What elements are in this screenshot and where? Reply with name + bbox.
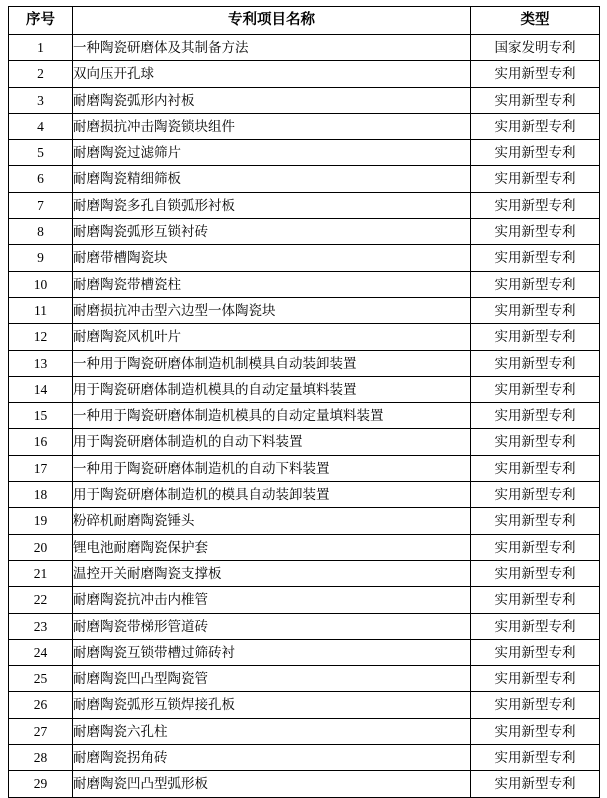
cell-project-name: 耐磨陶瓷多孔自锁弧形衬板: [73, 192, 471, 218]
cell-type: 实用新型专利: [471, 87, 600, 113]
cell-type: 实用新型专利: [471, 245, 600, 271]
cell-type: 实用新型专利: [471, 639, 600, 665]
table-row: [9, 166, 600, 192]
cell-index: 15: [9, 403, 73, 429]
cell-project-name: 耐磨陶瓷六孔柱: [73, 718, 471, 744]
cell-project-name: 一种陶瓷研磨体及其制备方法: [73, 35, 471, 61]
table-row: [9, 508, 600, 534]
cell-index: 24: [9, 639, 73, 665]
cell-index: 28: [9, 745, 73, 771]
table-row: [9, 482, 600, 508]
cell-type: 实用新型专利: [471, 350, 600, 376]
table-row: [9, 745, 600, 771]
cell-type: 实用新型专利: [471, 376, 600, 402]
table-row: [9, 429, 600, 455]
table-row: [9, 403, 600, 429]
cell-type: 实用新型专利: [471, 771, 600, 797]
cell-type: 实用新型专利: [471, 429, 600, 455]
cell-project-name: 耐磨损抗冲击型六边型一体陶瓷块: [73, 297, 471, 323]
table-row: [9, 61, 600, 87]
table-row: [9, 113, 600, 139]
cell-type: 实用新型专利: [471, 61, 600, 87]
cell-index: 26: [9, 692, 73, 718]
cell-project-name: 耐磨陶瓷过滤筛片: [73, 140, 471, 166]
cell-project-name: 耐磨陶瓷弧形互锁焊接孔板: [73, 692, 471, 718]
cell-index: 11: [9, 297, 73, 323]
cell-project-name: 耐磨陶瓷凹凸型陶瓷管: [73, 666, 471, 692]
cell-type: 实用新型专利: [471, 455, 600, 481]
cell-index: 23: [9, 613, 73, 639]
table-row: [9, 350, 600, 376]
table-row: [9, 219, 600, 245]
cell-type: 实用新型专利: [471, 666, 600, 692]
cell-type: 实用新型专利: [471, 113, 600, 139]
cell-type: 实用新型专利: [471, 745, 600, 771]
cell-index: 1: [9, 35, 73, 61]
table-row: [9, 560, 600, 586]
cell-index: 2: [9, 61, 73, 87]
table-header: [9, 7, 600, 35]
cell-index: 14: [9, 376, 73, 402]
cell-type: 实用新型专利: [471, 718, 600, 744]
cell-type: 实用新型专利: [471, 297, 600, 323]
cell-project-name: 耐磨带槽陶瓷块: [73, 245, 471, 271]
cell-project-name: 用于陶瓷研磨体制造机的模具自动装卸装置: [73, 482, 471, 508]
cell-project-name: 耐磨损抗冲击陶瓷锁块组件: [73, 113, 471, 139]
table-row: [9, 587, 600, 613]
cell-index: 6: [9, 166, 73, 192]
column-header-type: 类型: [471, 7, 600, 35]
column-header-index: 序号: [9, 7, 73, 35]
cell-index: 7: [9, 192, 73, 218]
cell-index: 18: [9, 482, 73, 508]
cell-type: 实用新型专利: [471, 587, 600, 613]
cell-index: 22: [9, 587, 73, 613]
cell-index: 20: [9, 534, 73, 560]
cell-type: 实用新型专利: [471, 192, 600, 218]
table-row: [9, 245, 600, 271]
cell-project-name: 耐磨陶瓷风机叶片: [73, 324, 471, 350]
table-row: [9, 534, 600, 560]
cell-type: 实用新型专利: [471, 560, 600, 586]
column-header-name: 专利项目名称: [73, 7, 471, 35]
table-row: [9, 639, 600, 665]
table-row: [9, 376, 600, 402]
cell-index: 27: [9, 718, 73, 744]
cell-project-name: 耐磨陶瓷弧形内衬板: [73, 87, 471, 113]
table-row: [9, 613, 600, 639]
cell-type: 实用新型专利: [471, 271, 600, 297]
cell-project-name: 粉碎机耐磨陶瓷锤头: [73, 508, 471, 534]
cell-project-name: 锂电池耐磨陶瓷保护套: [73, 534, 471, 560]
cell-index: 8: [9, 219, 73, 245]
table-row: [9, 140, 600, 166]
cell-type: 实用新型专利: [471, 324, 600, 350]
cell-index: 21: [9, 560, 73, 586]
cell-project-name: 耐磨陶瓷凹凸型弧形板: [73, 771, 471, 797]
table-body: [9, 35, 600, 798]
cell-project-name: 耐磨陶瓷带槽瓷柱: [73, 271, 471, 297]
cell-project-name: 耐磨陶瓷带梯形管道砖: [73, 613, 471, 639]
cell-type: 实用新型专利: [471, 166, 600, 192]
cell-index: 3: [9, 87, 73, 113]
cell-index: 5: [9, 140, 73, 166]
patent-list-table: [8, 6, 600, 798]
cell-project-name: 耐磨陶瓷拐角砖: [73, 745, 471, 771]
table-header-row: [9, 7, 600, 35]
cell-project-name: 耐磨陶瓷弧形互锁衬砖: [73, 219, 471, 245]
table-row: [9, 692, 600, 718]
table-row: [9, 666, 600, 692]
cell-project-name: 一种用于陶瓷研磨体制造机的自动下料装置: [73, 455, 471, 481]
cell-type: 实用新型专利: [471, 534, 600, 560]
table-row: [9, 718, 600, 744]
table-row: [9, 455, 600, 481]
cell-project-name: 耐磨陶瓷精细筛板: [73, 166, 471, 192]
cell-index: 10: [9, 271, 73, 297]
table-row: [9, 771, 600, 797]
cell-type: 实用新型专利: [471, 219, 600, 245]
cell-index: 19: [9, 508, 73, 534]
cell-project-name: 用于陶瓷研磨体制造机的自动下料装置: [73, 429, 471, 455]
table-row: [9, 271, 600, 297]
table-row: [9, 35, 600, 61]
table-row: [9, 297, 600, 323]
cell-type: 实用新型专利: [471, 403, 600, 429]
cell-project-name: 用于陶瓷研磨体制造机模具的自动定量填料装置: [73, 376, 471, 402]
cell-index: 17: [9, 455, 73, 481]
cell-index: 25: [9, 666, 73, 692]
cell-project-name: 耐磨陶瓷互锁带槽过筛砖衬: [73, 639, 471, 665]
cell-index: 16: [9, 429, 73, 455]
table-row: [9, 192, 600, 218]
table-row: [9, 87, 600, 113]
cell-type: 实用新型专利: [471, 140, 600, 166]
cell-project-name: 双向压开孔球: [73, 61, 471, 87]
cell-project-name: 耐磨陶瓷抗冲击内椎管: [73, 587, 471, 613]
cell-type: 实用新型专利: [471, 508, 600, 534]
cell-type: 实用新型专利: [471, 692, 600, 718]
cell-type: 实用新型专利: [471, 482, 600, 508]
cell-index: 9: [9, 245, 73, 271]
cell-index: 13: [9, 350, 73, 376]
table-row: [9, 324, 600, 350]
cell-type: 实用新型专利: [471, 613, 600, 639]
cell-index: 29: [9, 771, 73, 797]
cell-index: 4: [9, 113, 73, 139]
cell-index: 12: [9, 324, 73, 350]
cell-project-name: 温控开关耐磨陶瓷支撑板: [73, 560, 471, 586]
cell-type: 国家发明专利: [471, 35, 600, 61]
cell-project-name: 一种用于陶瓷研磨体制造机模具的自动定量填料装置: [73, 403, 471, 429]
cell-project-name: 一种用于陶瓷研磨体制造机制模具自动装卸装置: [73, 350, 471, 376]
